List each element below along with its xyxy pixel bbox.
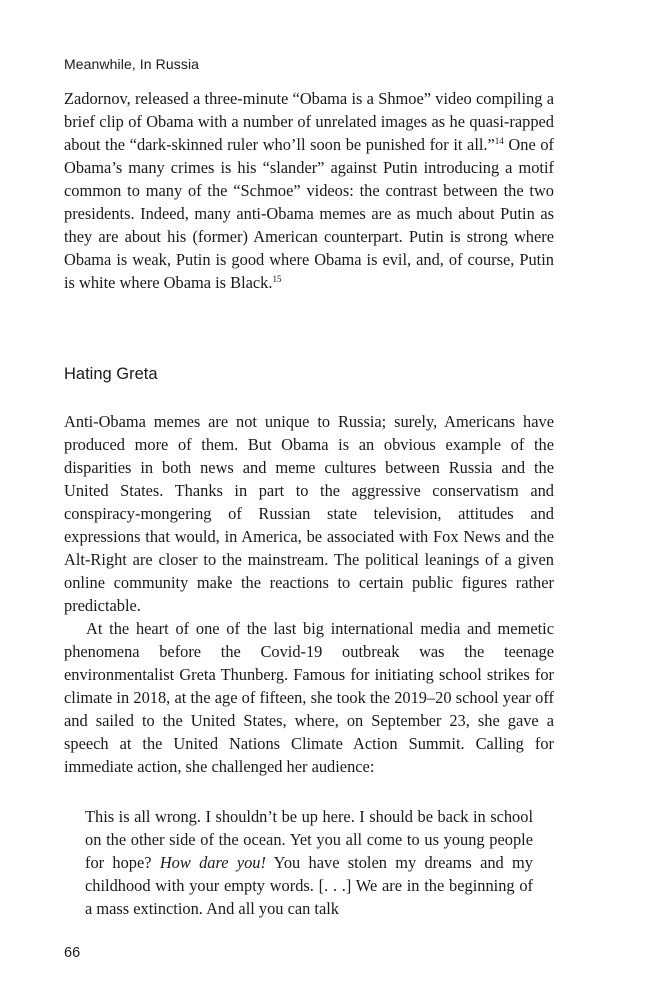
page-number: 66 [64,945,81,961]
running-head: Meanwhile, In Russia [64,56,200,72]
paragraph-text: One of Obama’s many crimes is his “slander” against Putin introducing a motif common to many of the “Schmoe” videos: the contrast between the two presidents. Indeed, many anti-Obama memes are as much about Putin as they are about his (former) American counterpart. Putin is strong where Obama is weak, Putin is good where Obama is evil, and, of course, Putin is white where Obama is Black. [64,135,554,292]
paragraph-text: Zadornov, released a three-minute “Obama is a Shmoe” video compiling a brief clip of Obama with a number of unrelated images as he quasi-rapped about the “dark-skinned ruler who’ll soon be punished for it all.” [64,89,554,154]
paragraph: At the heart of one of the last big international media and memetic phenomena before the Covid-19 outbreak was the teenage environmentalist Greta Thunberg. Famous for initiating school strikes for climate in 2018, at the age of fifteen, she took the 2019–20 school year off and sailed to the United States, where, on September 23, she gave a speech at the United Nations Climate Action Summit. Calling for immediate action, she challenged her audience: [64,619,554,776]
section-heading: Hating Greta [64,365,158,383]
footnote-ref[interactable]: 15 [272,274,282,284]
block-quote [85,805,533,920]
quote-emphasis: How dare you! [159,853,266,872]
quote-text: This is all wrong. I shouldn’t be up here. I should be back in school on the other side of the ocean. Yet you all come to us young people for hope? [85,807,533,872]
footnote-ref[interactable]: 14 [494,136,504,146]
quote-text: You have stolen my dreams and my childhood with your empty words. [. . .] We are in the beginning of a mass extinction. And all you can talk [85,853,533,918]
paragraph-continued [64,87,554,294]
section-body [64,410,554,778]
paragraph: Anti-Obama memes are not unique to Russia; surely, Americans have produced more of them. But Obama is an obvious example of the disparities in both news and meme cultures between Russia and the United States. Thanks in part to the aggressive conservatism and conspiracy-mongering of Russian state television, attitudes and expressions that would, in America, be associated with Fox News and the Alt-Right are closer to the mainstream. The political leanings of a given online community make the reactions to certain public figures rather predictable. [64,412,554,615]
